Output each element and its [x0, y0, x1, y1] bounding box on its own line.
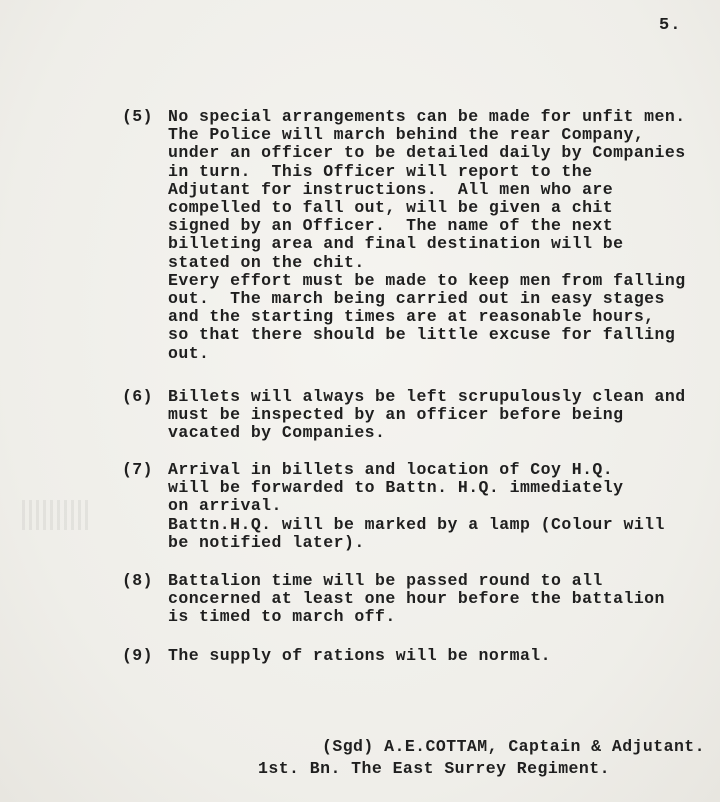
paragraph-line: Battalion time will be passed round to all — [168, 571, 603, 590]
signature-block — [258, 736, 720, 780]
paragraph-line: Arrival in billets and location of Coy H.Q. — [168, 460, 614, 479]
paragraph-line: out. — [168, 343, 210, 363]
margin-bleed-through — [22, 500, 92, 530]
paragraph-line: will be forwarded to Battn. H.Q. immediately — [168, 478, 624, 498]
paragraph-line: No special arrangements can be made for unfit men. — [168, 107, 686, 126]
paragraph-line: signed by an Officer. The name of the next — [168, 216, 614, 236]
page-number: 5. — [659, 16, 682, 35]
paragraph-line: be notified later). — [168, 532, 365, 552]
paragraph-line: under an officer to be detailed daily by Companies — [168, 143, 686, 163]
paragraph-line: The Police will march behind the rear Company, — [168, 125, 645, 145]
paragraph-body — [168, 388, 720, 443]
paragraph-number: (5) — [122, 107, 153, 126]
paragraph-line: on arrival. — [168, 496, 282, 516]
paragraph-line: Battn.H.Q. will be marked by a lamp (Colour will — [168, 514, 665, 534]
signature-line: (Sgd) A.E.COTTAM, Captain & Adjutant. — [322, 737, 706, 756]
paragraph-line: out. The march being carried out in easy stages — [168, 289, 665, 309]
paragraph-body — [168, 461, 720, 552]
paragraph-line: billeting area and final destination will be — [168, 234, 624, 254]
paragraph-line: compelled to fall out, will be given a chit — [168, 198, 614, 218]
paragraph-line: concerned at least one hour before the battalion — [168, 589, 665, 609]
paragraph-line: vacated by Companies. — [168, 423, 386, 443]
paragraph-body — [168, 647, 720, 665]
paragraph-line: Every effort must be made to keep men from falling — [168, 270, 686, 290]
paragraph-line: is timed to march off. — [168, 607, 396, 627]
paragraph-line: Billets will always be left scrupulously clean and — [168, 387, 686, 406]
paragraph-line: and the starting times are at reasonable hours, — [168, 307, 655, 327]
paragraph-number: (8) — [122, 571, 153, 590]
paragraph-line: in turn. This Officer will report to the — [168, 161, 593, 181]
unit-line: 1st. Bn. The East Surrey Regiment. — [258, 759, 610, 778]
paragraph-number: (9) — [122, 646, 153, 665]
paragraph-body — [168, 108, 720, 363]
paragraph-number: (6) — [122, 387, 153, 406]
paragraph-body — [168, 572, 720, 627]
paragraph-line: The supply of rations will be normal. — [168, 646, 552, 665]
paragraph-line: must be inspected by an officer before being — [168, 405, 624, 425]
paragraph-number: (7) — [122, 460, 153, 479]
paragraph-line: stated on the chit. — [168, 252, 365, 272]
paragraph-line: so that there should be little excuse for falling — [168, 325, 676, 345]
paragraph-line: Adjutant for instructions. All men who are — [168, 179, 614, 199]
